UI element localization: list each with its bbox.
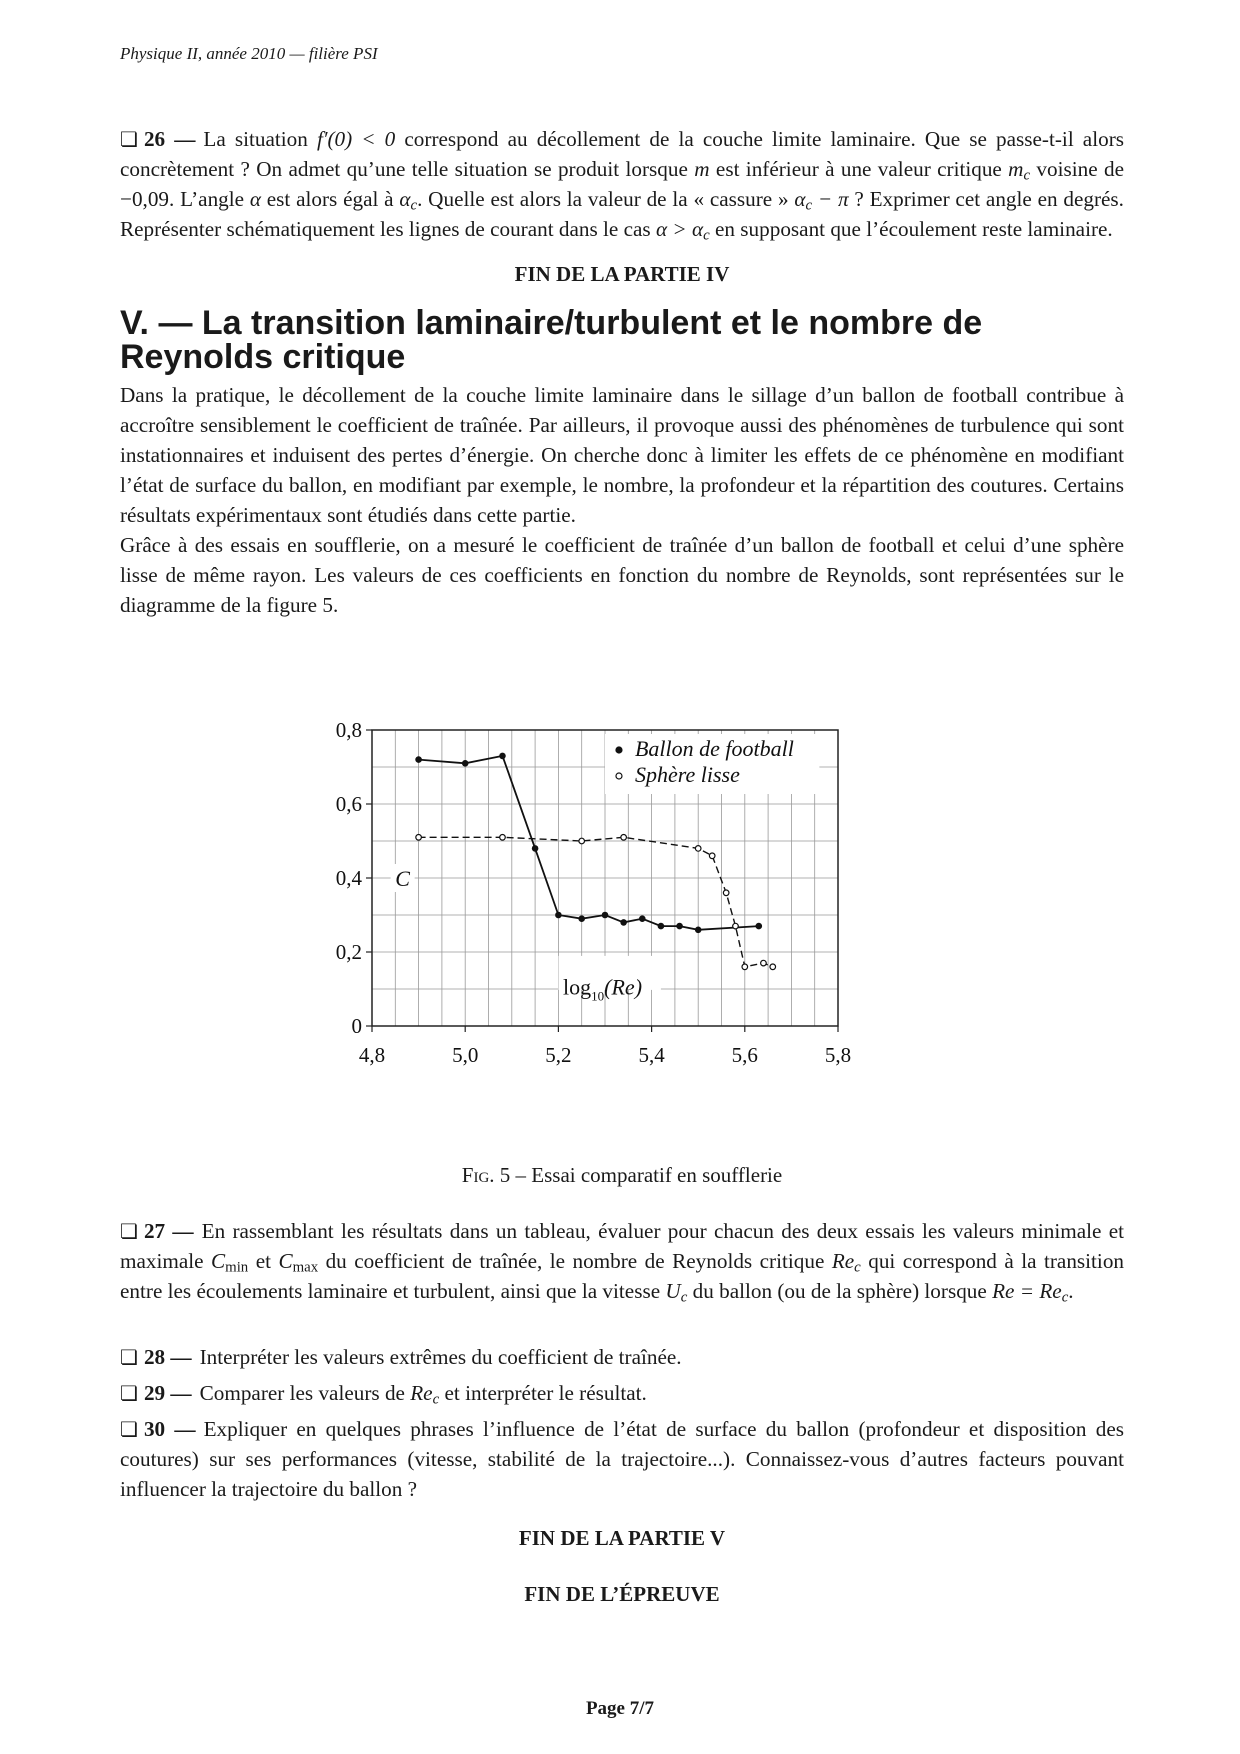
y-tick-label: 0,8 [335, 718, 362, 742]
math-subscript: c [1023, 167, 1031, 184]
data-point-sphere [579, 838, 585, 844]
question-number: 29 — [143, 1381, 192, 1405]
math-subscript: c [854, 1259, 861, 1276]
y-tick-label: 0,4 [335, 866, 362, 890]
x-tick-label: 5,0 [452, 1043, 479, 1067]
math-symbol: C [211, 1249, 226, 1273]
x-tick-label: 5,6 [731, 1043, 758, 1067]
question-text: et [248, 1249, 279, 1273]
question-text: . Quelle est alors la valeur de la « cassure » [417, 187, 795, 211]
drag-coefficient-chart [320, 712, 920, 1132]
math-symbol: α [249, 187, 261, 211]
figure-5 [320, 712, 920, 1132]
data-point-sphere [416, 835, 422, 841]
math-subscript: c [1061, 1289, 1069, 1306]
y-tick-label: 0 [351, 1014, 362, 1038]
data-point-football [532, 845, 539, 852]
section-title: V. — La transition laminaire/turbulent et le nombre de Reynolds critique [120, 304, 983, 376]
question-28 [120, 1342, 1124, 1372]
math-symbol: Re [831, 1249, 855, 1273]
data-point-sphere [761, 960, 767, 966]
math-subscript: c [805, 197, 813, 214]
x-tick-label: 5,8 [824, 1043, 852, 1067]
x-label-subscript: 10 [591, 988, 605, 1004]
question-text: du coefficient de traînée, le nombre de Reynolds critique [318, 1249, 832, 1273]
intro-paragraph-2: Grâce à des essais en soufflerie, on a mesuré le coefficient de traînée d’un ballon de football et celui d’une sphère lisse de même rayon. Les valeurs de ces coefficients en fonction du nombre de Reynolds, sont représentées sur le diagramme de la figure 5. [120, 533, 1124, 617]
page-number: Page 7/7 [585, 1698, 655, 1719]
legend-label-football: Ballon de football [634, 736, 794, 761]
math-expression: f′(0) < 0 [316, 127, 396, 151]
math-symbol: α [399, 187, 411, 211]
data-point-football [676, 923, 683, 930]
question-text: Interpréter les valeurs extrêmes du coefficient de traînée. [199, 1345, 682, 1369]
question-text: En rassemblant les résultats dans un tableau, évaluer pour chacun des deux essais les valeurs minimale et maximale [120, 1219, 1125, 1273]
question-text: du ballon (ou de la sphère) lorsque [687, 1279, 993, 1303]
question-text: qui correspond à la transition entre les écoulements laminaire et turbulent, ainsi que la vitesse [120, 1249, 1125, 1303]
end-part-5: FIN DE LA PARTIE V [518, 1526, 726, 1550]
question-number: 26 — [143, 127, 196, 151]
data-point-sphere [742, 964, 748, 970]
data-point-sphere [621, 835, 627, 841]
question-text: voisine de −0,09. L’angle [120, 157, 1124, 211]
checkbox-icon: ❏ [120, 1417, 138, 1441]
legend-marker-sphere [616, 773, 622, 779]
data-point-sphere [770, 964, 776, 970]
chart-legend [605, 734, 819, 794]
x-tick-label: 5,2 [545, 1043, 572, 1067]
math-subscript: max [292, 1259, 319, 1276]
data-point-football [499, 753, 506, 760]
end-part-4: FIN DE LA PARTIE IV [514, 262, 730, 286]
checkbox-icon: ❏ [120, 1219, 138, 1243]
math-expression: Re = Re [992, 1279, 1062, 1303]
question-number: 27 — [143, 1219, 194, 1243]
question-27 [120, 1216, 1124, 1306]
data-point-sphere [695, 846, 701, 852]
figure-caption [120, 1163, 1124, 1188]
math-subscript: c [680, 1289, 688, 1306]
data-point-football [658, 923, 665, 930]
series-line-sphere [419, 837, 773, 967]
math-symbol: m [694, 157, 710, 181]
question-29 [120, 1378, 1124, 1408]
data-point-sphere [733, 923, 739, 929]
running-header: Physique II, année 2010 — filière PSI [120, 44, 378, 63]
math-subscript: c [410, 197, 418, 214]
data-point-sphere [709, 853, 715, 859]
section-5-heading [120, 306, 1124, 374]
data-point-football [555, 912, 562, 919]
section-5-intro [120, 380, 1124, 620]
question-30 [120, 1414, 1124, 1504]
data-point-football [462, 760, 469, 767]
x-label-log: log [563, 974, 592, 1000]
legend-label-sphere: Sphère lisse [634, 762, 740, 787]
y-tick-label: 0,2 [335, 940, 362, 964]
math-subscript: min [225, 1259, 249, 1276]
x-label-argument: (Re) [604, 974, 643, 1000]
math-symbol: α [794, 187, 806, 211]
data-point-football [578, 915, 585, 922]
data-point-sphere [500, 835, 506, 841]
question-text: est alors égal à [260, 187, 400, 211]
question-number: 28 — [143, 1345, 192, 1369]
math-symbol: C [278, 1249, 293, 1273]
math-symbol: Re [410, 1381, 433, 1405]
question-text: correspond au décollement de la couche limite laminaire. Que se passe-t-il alors concrètement ? On admet qu’une telle situation se produit lorsque [120, 127, 1124, 181]
checkbox-icon: ❏ [120, 1381, 138, 1405]
math-symbol: m [1008, 157, 1024, 181]
question-text: Expliquer en quelques phrases l’influence de l’état de surface du ballon (profondeur et disposition des coutures) sur ses performances (vitesse, stabilité de la trajectoire...). Connaissez-vous d’autres facteurs pouvant influencer la trajectoire du ballon ? [120, 1417, 1124, 1501]
question-text: . [1068, 1279, 1074, 1303]
data-point-football [695, 927, 702, 934]
caption-prefix: Fig. 5 [461, 1163, 511, 1187]
y-axis-label: C [395, 866, 410, 891]
math-expression: − π [812, 187, 849, 211]
caption-text: – Essai comparatif en soufflerie [510, 1163, 783, 1187]
checkbox-icon: ❏ [120, 127, 138, 151]
data-point-football [415, 756, 422, 763]
question-text: est inférieur à une valeur critique [709, 157, 1009, 181]
x-tick-label: 4,8 [358, 1043, 386, 1067]
math-symbol: U [665, 1279, 681, 1303]
question-text: La situation [203, 127, 317, 151]
question-text: ? Exprimer cet angle en degrés. Représenter schématiquement les lignes de courant dans le cas [120, 187, 1124, 241]
math-subscript: c [432, 1391, 440, 1408]
question-text: Comparer les valeurs de [199, 1381, 411, 1405]
intro-paragraph-1: Dans la pratique, le décollement de la couche limite laminaire dans le sillage d’un ballon de football contribue à accroître sensiblement le coefficient de traînée. Par ailleurs, il provoque aussi des phénomènes de turbulence qui sont instationnaires et induisent des pertes d’énergie. On cherche donc à limiter les effets de ce phénomène en modifiant l’état de surface du ballon, en modifiant par exemple, le nombre, la profondeur et la répartition des coutures. Certains résultats expérimentaux sont étudiés dans cette partie. [120, 383, 1124, 527]
data-point-football [602, 912, 609, 919]
end-of-exam: FIN DE L’ÉPREUVE [524, 1582, 720, 1606]
math-subscript: c [703, 227, 710, 244]
question-text: en supposant que l’écoulement reste laminaire. [709, 217, 1113, 241]
question-26 [120, 124, 1124, 244]
x-tick-label: 5,4 [638, 1043, 665, 1067]
data-point-football [755, 923, 762, 930]
checkbox-icon: ❏ [120, 1345, 138, 1369]
question-text: et interpréter le résultat. [439, 1381, 647, 1405]
math-expression: α > α [655, 217, 704, 241]
data-point-sphere [723, 890, 729, 896]
data-point-football [639, 915, 646, 922]
legend-marker-football [615, 746, 622, 753]
question-number: 30 — [143, 1417, 196, 1441]
data-point-football [620, 919, 627, 926]
y-tick-label: 0,6 [335, 792, 362, 816]
